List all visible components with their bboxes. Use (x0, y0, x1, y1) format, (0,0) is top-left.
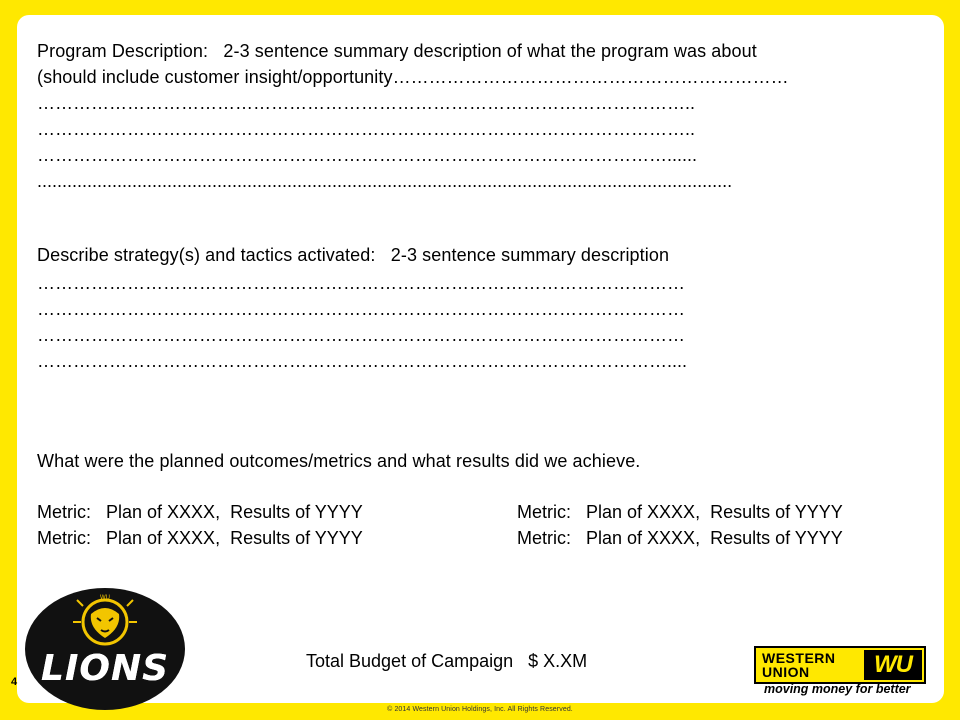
svg-text:WU: WU (100, 595, 110, 601)
metric-row: Metric: Plan of XXXX, Results of YYYY (37, 502, 363, 522)
western-union-box (754, 646, 926, 684)
strategy-heading (37, 242, 669, 268)
dotted-line: ……………………………………………………………………………………………… (37, 325, 685, 345)
wu-mark-icon: WU (864, 650, 922, 680)
dotted-line: ……………………………………………………………………………………………… (37, 299, 685, 319)
metric-row: Metric: Plan of XXXX, Results of YYYY (517, 528, 843, 548)
total-budget: Total Budget of Campaign $ X.XM (306, 651, 588, 671)
program-description-label: Program Description: (37, 41, 209, 61)
dotted-line: ……………………………………………………………………………………………… (37, 273, 685, 293)
dotted-fill: ………………………………………………………… (392, 67, 789, 87)
dotted-line: ........................................................................................................................................... (37, 171, 733, 191)
western-union-wordmark (762, 651, 860, 679)
dotted-line: ……………………………………………………………………………………………….. (37, 119, 696, 139)
program-description-summary: 2-3 sentence summary description of what the program was about (223, 41, 757, 61)
dotted-line: …………………………………………………………………………………………….... (37, 351, 688, 371)
western-union-line1: WESTERN (762, 650, 836, 666)
program-description-line2 (37, 64, 789, 90)
copyright-footer: © 2014 Western Union Holdings, Inc. All Rights Reserved. (387, 706, 573, 713)
dotted-line: ……………………………………………………………………………………………...... (37, 145, 698, 165)
program-description-hint: (should include customer insight/opportunity (37, 67, 393, 87)
strategy-summary: 2-3 sentence summary description (390, 245, 670, 265)
dotted-line: ……………………………………………………………………………………………….. (37, 93, 696, 113)
program-description-line1 (37, 38, 757, 64)
metric-row: Metric: Plan of XXXX, Results of YYYY (37, 528, 363, 548)
lions-logo (25, 588, 185, 710)
lions-wordmark: LIONS (41, 648, 169, 689)
strategy-label: Describe strategy(s) and tactics activated: (37, 245, 376, 265)
slide-number: 4 (11, 676, 18, 688)
outcomes-heading: What were the planned outcomes/metrics and what results did we achieve. (37, 451, 641, 471)
metric-row: Metric: Plan of XXXX, Results of YYYY (517, 502, 843, 522)
western-union-logo (754, 644, 926, 700)
western-union-line2: UNION (762, 664, 810, 680)
western-union-tagline: moving money for better (764, 682, 911, 696)
